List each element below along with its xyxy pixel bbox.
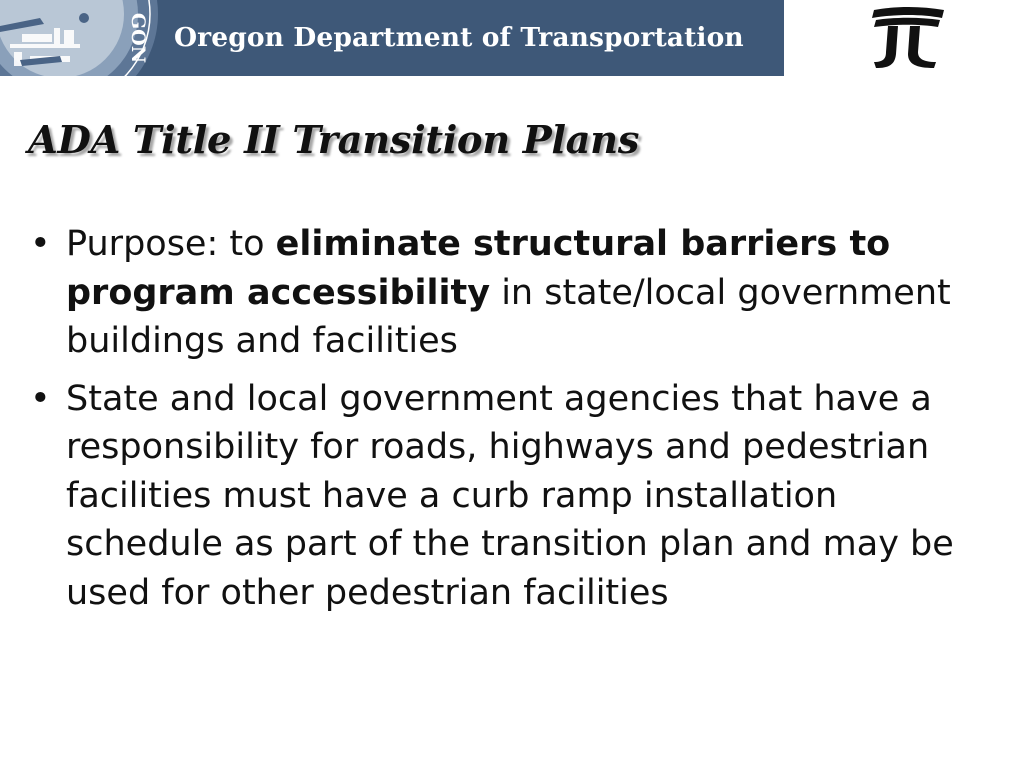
slide-title: ADA Title II Transition Plans — [28, 118, 639, 163]
bullet-agencies — [28, 375, 998, 618]
bullet-dot-icon: • — [30, 378, 51, 419]
oregon-state-seal — [0, 0, 160, 76]
svg-text:GON: GON — [127, 12, 149, 64]
bullet-list — [28, 220, 998, 626]
bullet-purpose-prefix: Purpose: to — [66, 224, 276, 264]
header-banner — [0, 0, 784, 76]
bullet-purpose-suffix: in state/local government buildings and facilities — [66, 272, 951, 361]
bullet-agencies-text: State and local government agencies that have a responsibility for roads, highways and pedestrian facilities must have a curb ramp installation schedule as part of the transition plan and may be used for other pedestrian facilities — [66, 378, 954, 613]
bullet-dot-icon: • — [30, 224, 51, 264]
agency-name: Oregon Department of Transportation — [174, 22, 744, 53]
odot-logo — [866, 4, 948, 72]
bullet-purpose — [28, 220, 998, 366]
bullet-purpose-emphasis: eliminate structural barriers to program accessibility — [66, 224, 891, 313]
